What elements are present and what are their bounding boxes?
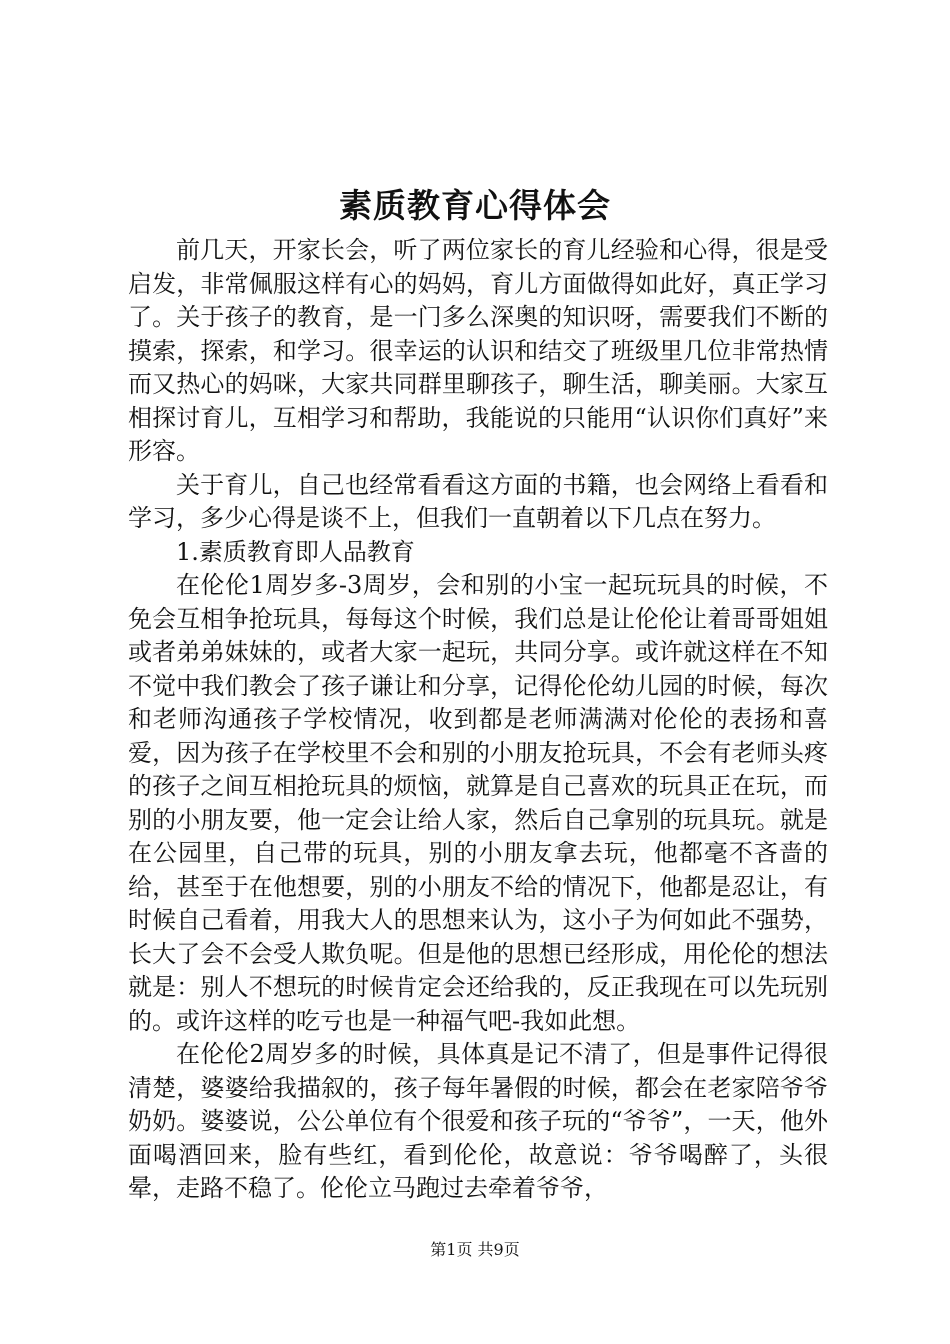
paragraph: 在伦伦1周岁多-3周岁，会和别的小宝一起玩玩具的时候，不免会互相争抢玩具，每每这个时候，我们总是让伦伦让着哥哥姐姐或者弟弟妹妹的，或者大家一起玩，共同分享。或许就这样在不知不觉中我们教会了孩子谦让和分享，记得伦伦幼儿园的时候，每次和老师沟通孩子学校情况，收到都是老师满满对伦伦的表扬和喜爱，因为孩子在学校里不会和别的小朋友抢玩具，不会有老师头疼的孩子之间互相抢玩具的烦恼，就算是自己喜欢的玩具正在玩，而别的小朋友要，他一定会让给人家，然后自己拿别的玩具玩。就是在公园里，自己带的玩具，别的小朋友拿去玩，他都毫不吝啬的给，甚至于在他想要，别的小朋友不给的情况下，他都是忍让，有时候自己看着，用我大人的思想来认为，这小子为何如此不强势，长大了会不会受人欺负呢。但是他的思想已经形成，用伦伦的想法就是：别人不想玩的时候肯定会还给我的，反正我现在可以先玩别的。或许这样的吃亏也是一种福气吧-我如此想。 bbox=[128, 571, 828, 1035]
paragraph: 关于育儿，自己也经常看看这方面的书籍，也会网络上看看和学习，多少心得是谈不上，但我们一直朝着以下几点在努力。 bbox=[128, 470, 828, 532]
paragraph: 前几天，开家长会，听了两位家长的育儿经验和心得，很是受启发，非常佩服这样有心的妈妈，育儿方面做得如此好，真正学习了。关于孩子的教育，是一门多么深奥的知识呀，需要我们不断的摸索，探索，和学习。很幸运的认识和结交了班级里几位非常热情而又热心的妈咪，大家共同群里聊孩子，聊生活，聊美丽。大家互相探讨育儿，互相学习和帮助，我能说的只能用“认识你们真好”来形容。 bbox=[128, 236, 828, 465]
section-heading: 1.素质教育即人品教育 bbox=[176, 537, 415, 566]
document-title: 素质教育心得体会 bbox=[339, 186, 611, 225]
document-body bbox=[128, 234, 828, 1206]
paragraph: 在伦伦2周岁多的时候，具体真是记不清了，但是事件记得很清楚，婆婆给我描叙的，孩子每年暑假的时候，都会在老家陪爷爷奶奶。婆婆说，公公单位有个很爱和孩子玩的“爷爷”，一天，他外面喝酒回来，脸有些红，看到伦伦，故意说：爷爷喝醉了，头很晕，走路不稳了。伦伦立马跑过去牵着爷爷， bbox=[128, 1040, 828, 1202]
page-footer: 第1页 共9页 bbox=[430, 1240, 520, 1259]
